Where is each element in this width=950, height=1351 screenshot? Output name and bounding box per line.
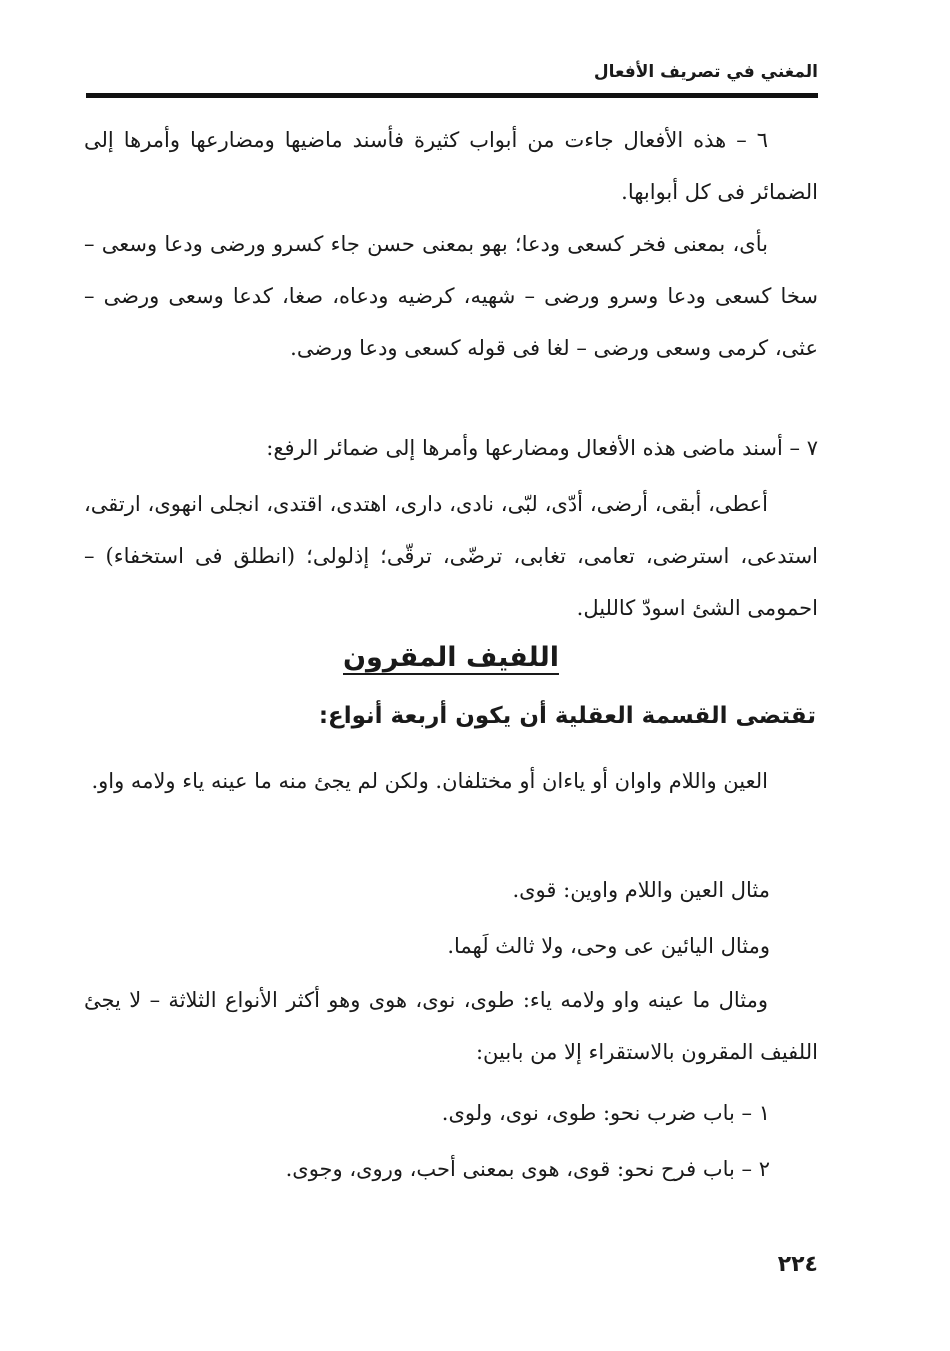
page-number: ٢٢٤ <box>777 1252 818 1277</box>
paragraph-verbs-meanings: بأى، بمعنى فخر كسعى ودعا؛ بهو بمعنى حسن جاء كسرو ورضى ودعا وسعى – سخا كسعى ودعا وسرو ورضى – شهيه، كرضيه ودعاه، صغا، كدعا وسعى ورضى – عثى، كرمى وسعى ورضى – لغا فى قوله كسعى ودعا ورضى. <box>84 232 818 360</box>
paragraph-example-waw: مثال العين واللام واوين: قوى. <box>512 878 770 902</box>
section-heading <box>84 642 818 673</box>
paragraph-ain-lam: العين واللام واوان أو ياءان أو مختلفان. ولكن لم يجئ منه ما عينه ياء ولامه واو. <box>91 769 768 793</box>
section-subheading: تقتضى القسمة العقلية أن يكون أربعة أنواع: <box>318 703 816 729</box>
running-header-title: المغني في تصريف الأفعال <box>593 62 818 82</box>
list-item-1: ١ – باب ضرب نحو: طوى، نوى، ولوى. <box>441 1101 770 1125</box>
section-heading-text: اللفيف المقرون <box>343 642 559 673</box>
header-rule <box>86 93 818 98</box>
paragraph-6: ٦ – هذه الأفعال جاءت من أبواب كثيرة فأسند ماضيها ومضارعها وأمرها إلى الضمائر فى كل أبوابها. <box>84 128 818 204</box>
paragraph-verb-list: أعطى، أبقى، أرضى، أدّى، لبّى، نادى، دارى، اهتدى، اقتدى، انجلى انهوى، ارتقى، استدعى، استرضى، تعامى، تغابى، ترضّى، ترقّى؛ إذلولى؛ (انطلق فى استخفاء) – احمومى الشئ اسودّ كالليل. <box>84 492 818 620</box>
list-item-2: ٢ – باب فرح نحو: قوى، هوى بمعنى أحب، وروى، وجوى. <box>285 1157 770 1181</box>
paragraph-7: ٧ – أسند ماضى هذه الأفعال ومضارعها وأمرها إلى ضمائر الرفع: <box>266 436 818 460</box>
paragraph-example-mixed: ومثال ما عينه واو ولامه ياء: طوى، نوى، هوى وهو أكثر الأنواع الثلاثة – لا يجئ اللفيف المقرون بالاستقراء إلا من بابين: <box>84 988 818 1064</box>
paragraph-example-ya: ومثال اليائين عى وحى، ولا ثالث لَهما. <box>447 934 770 958</box>
